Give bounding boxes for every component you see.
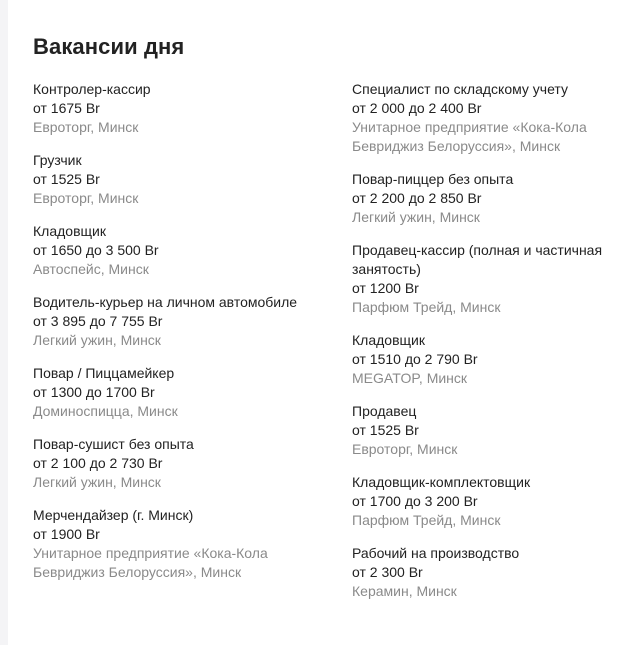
vacancy-company: Легкий ужин, Минск [352, 209, 480, 225]
vacancy-item[interactable] [33, 435, 323, 492]
vacancy-title[interactable]: Кладовщик-комплектовщик [352, 474, 531, 490]
vacancy-salary: от 1525 Br [352, 422, 419, 438]
vacancy-salary: от 1700 до 3 200 Br [352, 493, 478, 509]
vacancy-company: Парфюм Трейд, Минск [352, 299, 501, 315]
vacancy-salary: от 2 100 до 2 730 Br [33, 455, 163, 471]
vacancy-item[interactable] [33, 364, 323, 421]
vacancies-column-left [33, 80, 323, 596]
vacancy-salary: от 1650 до 3 500 Br [33, 242, 159, 258]
vacancy-title[interactable]: Кладовщик [33, 223, 106, 239]
vacancy-salary: от 1525 Br [33, 171, 100, 187]
vacancy-item[interactable] [352, 331, 640, 388]
vacancy-item[interactable] [352, 544, 640, 601]
vacancy-company: MEGATOP, Минск [352, 370, 468, 386]
vacancy-item[interactable] [352, 170, 640, 227]
vacancy-title[interactable]: Рабочий на производство [352, 545, 520, 561]
vacancy-salary: от 2 000 до 2 400 Br [352, 100, 482, 116]
vacancy-item[interactable] [33, 506, 323, 582]
vacancy-salary: от 1300 до 1700 Br [33, 384, 155, 400]
vacancy-title[interactable]: Продавец-кассир (полная и частичная занятость) [352, 242, 603, 277]
vacancy-salary: от 1675 Br [33, 100, 100, 116]
vacancy-salary: от 3 895 до 7 755 Br [33, 313, 163, 329]
vacancy-title[interactable]: Повар-пиццер без опыта [352, 171, 514, 187]
vacancy-item[interactable] [33, 222, 323, 279]
vacancy-company: Унитарное предприятие «Кока-Кола Бевриджиз Белоруссия», Минск [352, 119, 587, 154]
vacancy-item[interactable] [33, 151, 323, 208]
vacancies-column-right [352, 80, 640, 615]
vacancy-salary: от 2 200 до 2 850 Br [352, 190, 482, 206]
vacancy-item[interactable] [33, 80, 323, 137]
vacancy-salary: от 2 300 Br [352, 564, 423, 580]
vacancy-company: Евроторг, Минск [33, 119, 139, 135]
vacancy-title[interactable]: Грузчик [33, 152, 82, 168]
vacancy-company: Автоспейс, Минск [33, 261, 149, 277]
vacancy-company: Унитарное предприятие «Кока-Кола Бевриджиз Белоруссия», Минск [33, 545, 268, 580]
vacancy-item[interactable] [33, 293, 323, 350]
vacancy-salary: от 1900 Br [33, 526, 100, 542]
vacancy-title[interactable]: Водитель-курьер на личном автомобиле [33, 294, 298, 310]
vacancy-title[interactable]: Контролер-кассир [33, 81, 151, 97]
vacancy-title[interactable]: Кладовщик [352, 332, 425, 348]
vacancy-title[interactable]: Повар / Пиццамейкер [33, 365, 175, 381]
vacancy-title[interactable]: Специалист по складскому учету [352, 81, 568, 97]
vacancy-title[interactable]: Мерчендайзер (г. Минск) [33, 507, 194, 523]
vacancy-item[interactable] [352, 473, 640, 530]
vacancy-item[interactable] [352, 80, 640, 156]
vacancy-company: Легкий ужин, Минск [33, 474, 161, 490]
vacancy-company: Керамин, Минск [352, 583, 457, 599]
vacancy-item[interactable] [352, 241, 640, 317]
vacancy-title[interactable]: Продавец [352, 403, 417, 419]
vacancy-company: Евроторг, Минск [352, 441, 458, 457]
vacancy-item[interactable] [352, 402, 640, 459]
vacancy-company: Легкий ужин, Минск [33, 332, 161, 348]
vacancy-company: Евроторг, Минск [33, 190, 139, 206]
left-strip [0, 0, 8, 645]
vacancy-title[interactable]: Повар-сушист без опыта [33, 436, 194, 452]
vacancy-company: Парфюм Трейд, Минск [352, 512, 501, 528]
vacancy-company: Доминоспицца, Минск [33, 403, 178, 419]
vacancy-salary: от 1200 Br [352, 280, 419, 296]
widget-title: Вакансии дня [33, 34, 185, 59]
vacancy-salary: от 1510 до 2 790 Br [352, 351, 478, 367]
